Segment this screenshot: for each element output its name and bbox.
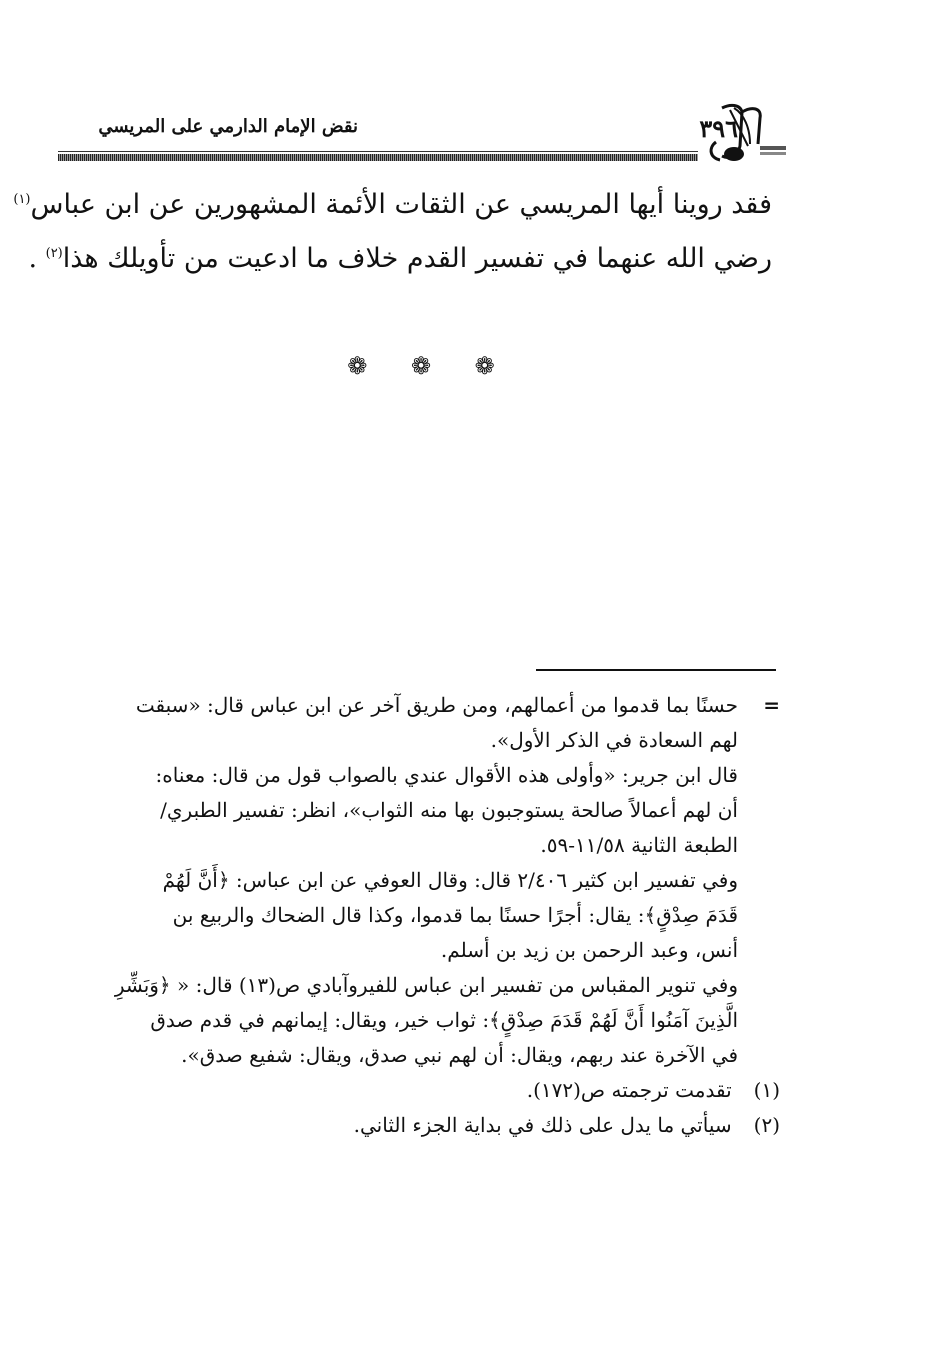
page-number: ٣٩٦	[699, 114, 738, 143]
footnote-line: وفي تفسير ابن كثير ٢/٤٠٦ قال: وقال العوفي عن ابن عباس: ﴿أَنَّ لَهُمْ	[162, 868, 738, 892]
footnote-rule	[536, 669, 776, 671]
continuation-mark: =	[763, 693, 780, 717]
footnote-continuation	[60, 688, 780, 1073]
footnote-line: أن لهم أعمالاً صالحة يستوجبون بها منه الثواب»، انظر: تفسير الطبري/	[160, 798, 738, 822]
main-text	[13, 178, 772, 286]
footnote-ref-1: (١)	[13, 192, 31, 207]
main-line-2-end: .	[28, 243, 46, 274]
main-line-1-text: فقد روينا أيها المريسي عن الثقات الأئمة المشهورين عن ابن عباس	[30, 189, 772, 220]
footnote-1-number: (١)	[753, 1078, 780, 1102]
footnote-line: حسنًا بما قدموا من أعمالهم، ومن طريق آخر عن ابن عباس قال: «سبقت	[135, 693, 738, 717]
footnote-line: في الآخرة عند ربهم، ويقال: أن لهم نبي صدق، ويقال: شفيع صدق».	[181, 1043, 738, 1067]
main-line-1	[13, 178, 772, 232]
page-header	[58, 102, 788, 172]
header-rule	[58, 154, 698, 161]
footnote-line: الطبعة الثانية ١١/٥٨-٥٩.	[540, 833, 738, 857]
footnote-ref-2: (٢)	[45, 246, 63, 261]
footnote-line: وفي تنوير المقباس من تفسير ابن عباس للفيروآبادي ص(١٣) قال: « ﴿وَبَشِّرِ	[114, 973, 738, 997]
footnote-1-text: تقدمت ترجمته ص(١٧٢).	[526, 1078, 732, 1102]
footnote-2-number: (٢)	[753, 1113, 780, 1137]
section-separator-stars: ❁ ❁ ❁	[347, 352, 513, 380]
footnote-line: قَدَمَ صِدْقٍ﴾: يقال: أجرًا حسنًا بما قدموا، وكذا قال الضحاك والربيع بن	[172, 903, 738, 927]
footnote-line: أنس، وعبد الرحمن بن زيد بن أسلم.	[440, 938, 738, 962]
footnote-2	[60, 1108, 780, 1143]
footnote-line: قال ابن جرير: «وأولى هذه الأقوال عندي بالصواب قول من قال: معناه:	[155, 763, 738, 787]
footnote-line: لهم السعادة في الذكر الأول».	[490, 728, 738, 752]
footnote-1	[60, 1073, 780, 1108]
footnote-line: الَّذِينَ آمَنُوا أَنَّ لَهُمْ قَدَمَ صِدْقٍ﴾: ثواب خير، ويقال: إيمانهم في قدم صدق	[150, 1008, 738, 1032]
footnote-2-text: سيأتي ما يدل على ذلك في بداية الجزء الثاني.	[353, 1113, 732, 1137]
running-title: نقض الإمام الدارمي على المريسي	[98, 116, 358, 137]
main-line-2-text: رضي الله عنهما في تفسير القدم خلاف ما ادعيت من تأويلك هذا	[62, 243, 772, 274]
footnotes	[60, 688, 780, 1143]
main-line-2	[28, 232, 772, 286]
quill-inkwell-icon	[700, 102, 788, 168]
header-rule-line	[58, 151, 698, 152]
